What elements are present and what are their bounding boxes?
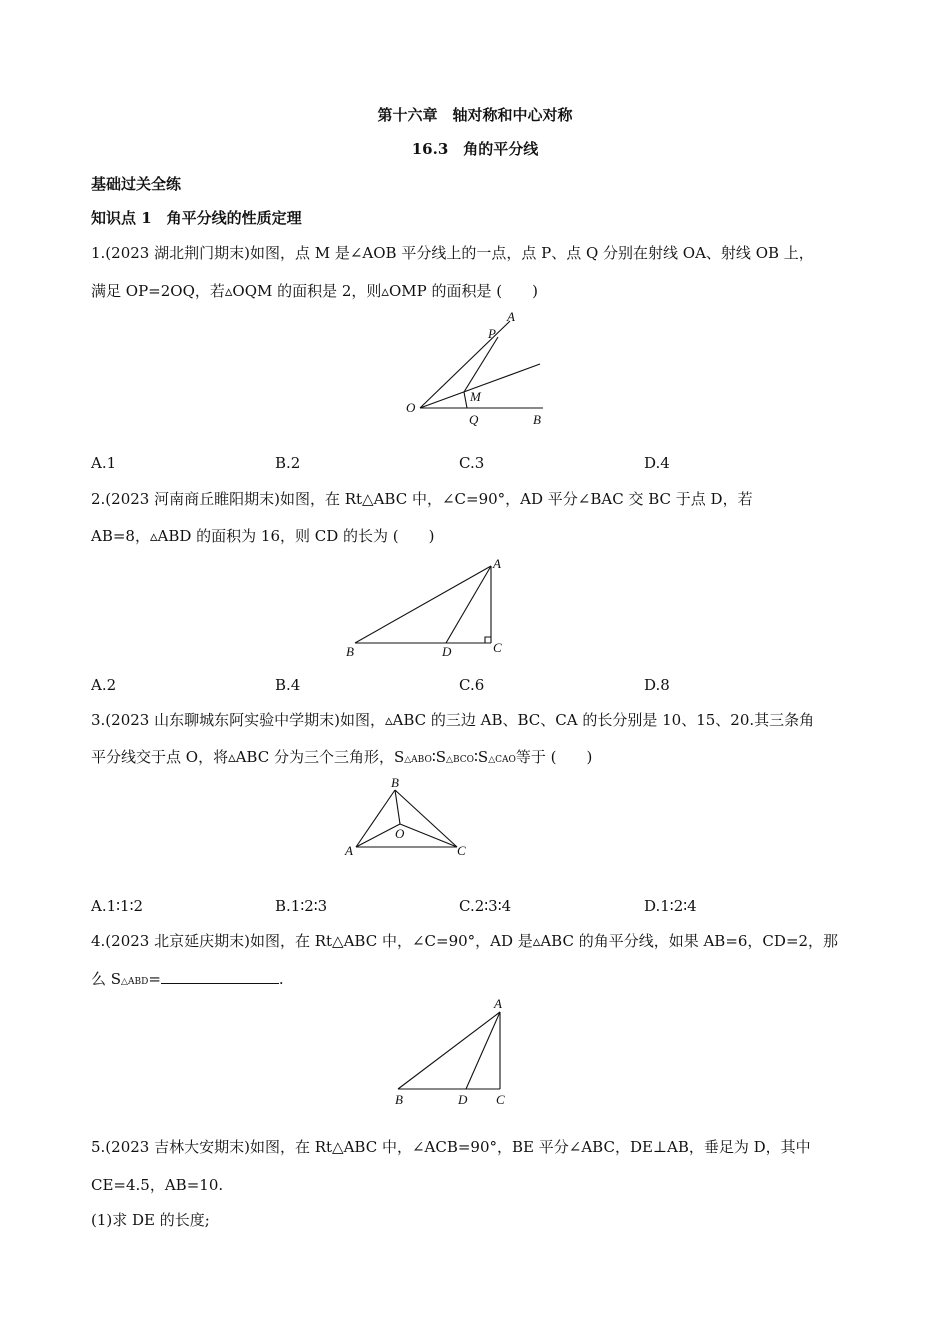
q3-line1: 3.(2023 山东聊城东阿实验中学期末)如图，▵ABC 的三边 AB、BC、CA 的长分别是 10、15、20.其三条角: [91, 711, 815, 729]
q4-line1: 4.(2023 北京延庆期末)如图，在 Rt△ABC 中，∠C=90°，AD 是▵ABC 的角平分线，如果 AB=6，CD=2，那: [91, 932, 839, 950]
q2-line2: AB=8，▵ABD 的面积为 16，则 CD 的长为 ( ): [91, 527, 435, 545]
q3-segment-co: [400, 824, 457, 847]
q2-line1: 2.(2023 河南商丘睢阳期末)如图，在 Rt△ABC 中，∠C=90°，AD 平分∠BAC 交 BC 于点 D，若: [91, 490, 753, 508]
q1-label-o: O: [406, 400, 416, 415]
q3-side-ab: [356, 790, 395, 847]
q1-label-m: M: [470, 389, 481, 404]
q2-right-angle-mark: [485, 637, 491, 643]
q1-line1: 1.(2023 湖北荆门期末)如图，点 M 是∠AOB 平分线上的一点，点 P、点 Q 分别在射线 OA、射线 OB 上，: [91, 244, 814, 262]
q5-line1: 5.(2023 吉林大安期末)如图，在 Rt△ABC 中，∠ACB=90°，BE 平分∠ABC，DE⊥AB，垂足为 D，其中: [91, 1138, 811, 1156]
q3-segment-ao: [356, 824, 400, 847]
practice-heading: 基础过关全练: [91, 175, 182, 193]
q1-figure: [400, 305, 560, 430]
q1-label-q: Q: [469, 412, 479, 427]
q3-segment-bo: [395, 790, 400, 824]
q2-bisector-ad: [446, 566, 491, 643]
q4-line2: [91, 969, 284, 992]
q3-option-d[interactable]: D.1∶2∶4: [644, 897, 697, 915]
q2-option-c[interactable]: C.6: [459, 676, 485, 694]
section-title: [0, 138, 950, 159]
q4-answer-blank[interactable]: [161, 969, 279, 984]
q3-label-b: B: [391, 775, 399, 790]
q5-sub-question-1: (1)求 DE 的长度;: [91, 1211, 210, 1229]
knowledge-point-heading: 知识点 1 角平分线的性质定理: [91, 209, 302, 227]
q2-side-ab: [355, 566, 491, 643]
q1-label-p: P: [488, 326, 496, 341]
q3-sub-bco: △BCO: [446, 755, 475, 765]
q2-option-d[interactable]: D.8: [644, 676, 670, 694]
q1-option-b[interactable]: B.2: [275, 454, 301, 472]
section-heading: 16.3 角的平分线: [411, 140, 539, 158]
q1-segment-mq: [464, 392, 467, 408]
q2-label-a: A: [493, 556, 501, 571]
q2-label-c: C: [493, 640, 502, 655]
q2-option-a[interactable]: A.2: [91, 676, 117, 694]
q3-option-c[interactable]: C.2∶3∶4: [459, 897, 512, 915]
q3-sep1: ∶S: [431, 748, 447, 766]
q4-label-d: D: [458, 1092, 468, 1107]
q3-label-a: A: [345, 843, 353, 858]
q4-equals: =: [148, 970, 161, 988]
q3-line2: [91, 747, 592, 770]
q3-figure: [340, 774, 480, 862]
q4-side-ab: [398, 1012, 500, 1089]
q1-label-b: B: [533, 412, 541, 427]
q3-label-c: C: [457, 843, 466, 858]
q1-segment-pm: [464, 337, 498, 392]
q2-label-b: B: [346, 644, 354, 659]
q2-label-d: D: [442, 644, 452, 659]
q1-option-a[interactable]: A.1: [91, 454, 117, 472]
q1-option-c[interactable]: C.3: [459, 454, 485, 472]
q4-label-c: C: [496, 1092, 505, 1107]
q3-line2-prefix: 平分线交于点 O，将▵ABC 分为三个三角形，S: [91, 748, 405, 766]
q4-figure: [388, 994, 518, 1110]
q4-label-a: A: [494, 996, 502, 1011]
q3-line2-suffix: 等于 ( ): [515, 748, 593, 766]
q1-line2: 满足 OP=2OQ，若▵OQM 的面积是 2，则▵OMP 的面积是 ( ): [91, 282, 538, 300]
q4-sub-abd: △ABD: [121, 977, 149, 987]
q1-label-a: A: [507, 309, 515, 324]
q4-line2-prefix: 么 S: [91, 970, 122, 988]
q4-line2-suffix: .: [278, 970, 284, 988]
q3-option-b[interactable]: B.1∶2∶3: [275, 897, 328, 915]
q1-option-d[interactable]: D.4: [644, 454, 670, 472]
q2-figure: [340, 552, 520, 664]
q4-bisector-ad: [466, 1012, 500, 1089]
q3-sep2: ∶S: [474, 748, 489, 766]
q4-label-b: B: [395, 1092, 403, 1107]
q3-sub-cao: △CAO: [488, 755, 516, 765]
q2-option-b[interactable]: B.4: [275, 676, 301, 694]
q3-label-o: O: [395, 826, 405, 841]
chapter-title: 第十六章 轴对称和中心对称: [377, 106, 573, 124]
q3-sub-abo: △ABO: [404, 755, 432, 765]
q5-line2: CE=4.5，AB=10.: [91, 1176, 224, 1194]
q3-option-a[interactable]: A.1∶1∶2: [91, 897, 144, 915]
